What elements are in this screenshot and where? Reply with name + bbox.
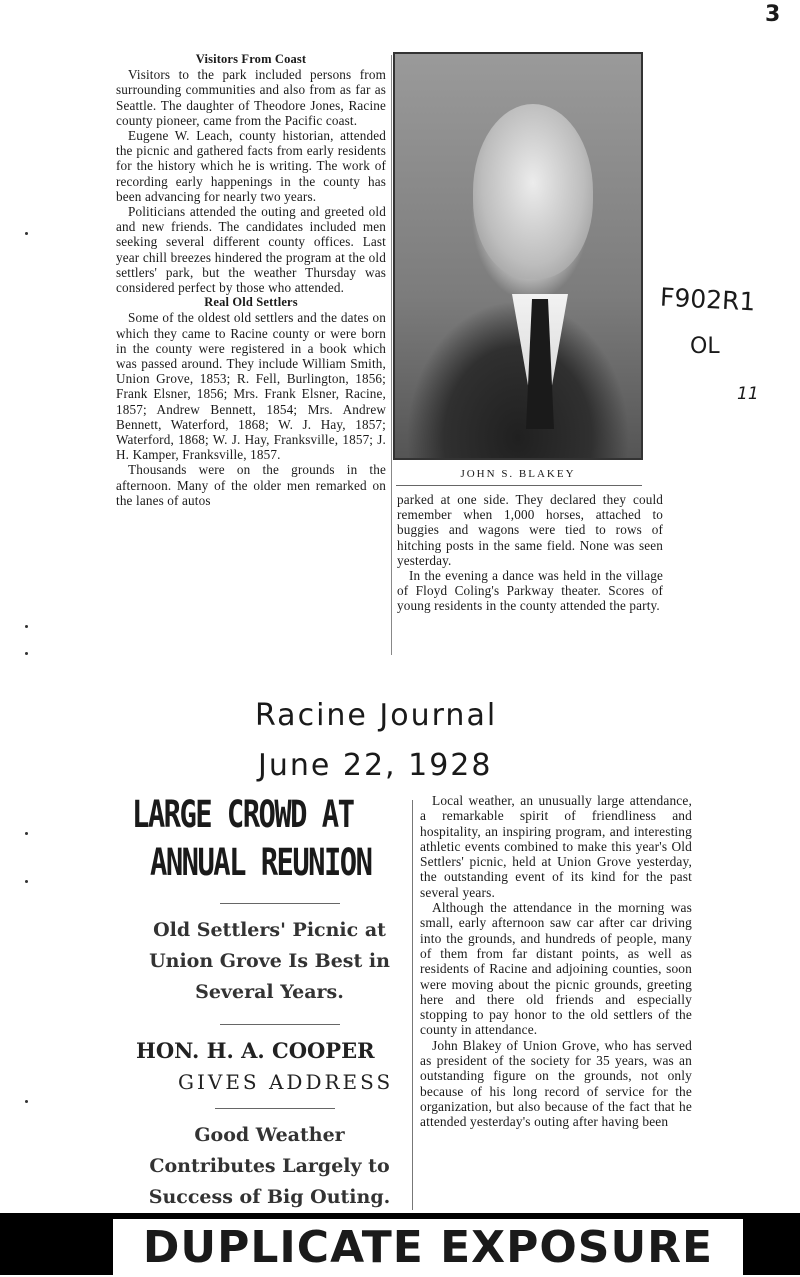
page-number: 3 (765, 2, 781, 27)
duplicate-exposure-stamp: DUPLICATE EXPOSURE (113, 1219, 743, 1275)
paragraph: Although the attendance in the morning was small, early afternoon saw car after car driving into the grounds, and hundreds of people, many of them from far distant points, as well as residents of Racine and adjoining counties, soon were moving about the picnic grounds, greeting here and there old friends and especially stopping to pay honor to the old settlers of the county in attendance. (420, 900, 692, 1038)
margin-dot (25, 880, 28, 883)
margin-dot (25, 832, 28, 835)
margin-dot (25, 1100, 28, 1103)
margin-dot (25, 232, 28, 235)
column-rule (391, 55, 392, 655)
deck-rule (220, 903, 340, 904)
caption-rule (396, 485, 642, 486)
subheading-visitors: Visitors From Coast (195, 52, 307, 66)
margin-mark: 11 (737, 384, 759, 404)
paragraph: In the evening a dance was held in the village of Floyd Coling's Parkway theater. Scores of young residents in the county attended the party. (397, 568, 663, 614)
paragraph: Visitors to the park included persons from surrounding communities and also from as far as Seattle. The daughter of Theodore Jones, Racine county pioneer, came from the Pacific coast. (116, 67, 386, 128)
top-article-left-column (116, 52, 386, 508)
portrait-head (473, 104, 593, 279)
source-paper-note: Racine Journal (255, 698, 498, 733)
bottom-article-column (420, 793, 692, 1130)
deck-cooper-line1: HON. H. A. COOPER (136, 1038, 375, 1063)
deck-subhead-3: Good Weather Contributes Largely to Success of Big Outing. (148, 1124, 391, 1208)
headline-line-2: ANNUAL REUNION (150, 841, 372, 884)
paragraph: Local weather, an unusually large attendance, a remarkable spirit of friendliness and hospitality, an inspiring program, and interesting athletic events combined to make this year's Old Settlers' picnic, held at Union Grove yesterday, the outstanding event of its kind for the past several years. (420, 793, 692, 900)
archive-sub-note: OL (690, 334, 720, 359)
paragraph: Some of the oldest old settlers and the dates on which they came to Racine county or were born in the county were registered in a book which was passed around. They include William Smith, Union Grove, 1853; R. Fell, Burlington, 1856; Frank Elsner, 1856; Mrs. Frank Elsner, Racine, 1857; Andrew Bennett, 1854; Mrs. Andrew Bennett, Waterford, 1868; W. J. Hay, 1857; Waterford, 1868; W. J. Hay, Franksville, 1857; J. H. Kamper, Franksville, 1857. (116, 310, 386, 463)
archive-code-note: F902R1 (659, 282, 757, 317)
deck-subhead-1: Old Settlers' Picnic at Union Grove Is Best in Several Years. (149, 919, 390, 1003)
paragraph: Thousands were on the grounds in the afternoon. Many of the older men remarked on the lanes of autos (116, 462, 386, 508)
paragraph: Politicians attended the outing and greeted old and new friends. The candidates included men seeking several different county offices. Last year chill breezes hindered the program at the old settlers' park, but the weather Thursday was considered perfect by those who attended. (116, 204, 386, 296)
paragraph: parked at one side. They declared they could remember when 1,000 horses, attached to buggies and wagons were tied to rows of hitching posts in the same field. None was seen yesterday. (397, 492, 663, 568)
top-article-right-column (397, 492, 663, 614)
headline-line-1: LARGE CROWD AT (132, 793, 354, 836)
paragraph: John Blakey of Union Grove, who has served as president of the society for 35 years, was an outstanding figure on the grounds, not only because of his long record of service for the organization, but also because of the fact that he attended yesterday's outing after having been (420, 1037, 692, 1130)
column-rule (412, 800, 413, 1210)
margin-dot (25, 625, 28, 628)
photo-caption: JOHN S. BLAKEY (460, 468, 576, 480)
source-date-note: June 22, 1928 (258, 748, 493, 783)
subheading-real-old-settlers: Real Old Settlers (204, 295, 298, 310)
paragraph: Eugene W. Leach, county historian, attended the picnic and gathered facts from early residents for the history which he is writing. The work of recording early happenings in the county has been advancing for nearly two years. (116, 128, 386, 204)
margin-dot (25, 652, 28, 655)
deck-rule (220, 1024, 340, 1025)
deck-rule (215, 1108, 335, 1109)
deck-cooper-line2: GIVES ADDRESS (178, 1070, 394, 1094)
portrait-photo (393, 52, 643, 460)
